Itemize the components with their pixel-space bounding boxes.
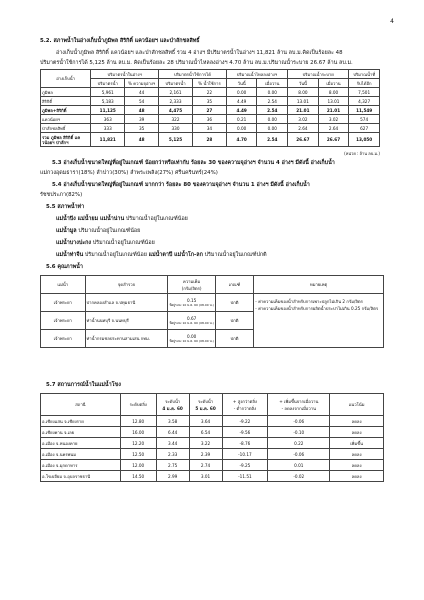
mekong-row bbox=[41, 449, 384, 460]
reservoir-cell: 39 bbox=[125, 115, 159, 124]
wq-sub: ที่อยู่ระยะ 10 ม.ค. 60 (08.00 น.) bbox=[169, 320, 214, 325]
reservoir-cell: 35 bbox=[192, 97, 226, 106]
reservoir-row bbox=[41, 124, 380, 133]
reservoir-cell: 333 bbox=[91, 124, 125, 133]
wq-header: จุดสำรวจ bbox=[85, 276, 168, 294]
mekong-cell: 2.75 bbox=[156, 460, 189, 471]
mekong-cell: -0.06 bbox=[268, 449, 330, 460]
section-5-3-line1: 5.3 อ่างเก็บน้ำขนาดใหญ่ที่อยู่ในเกณฑ์ น้อยกว่าหรือเท่ากับ ร้อยละ 30 ของความจุอ่างฯ จำนวน 4 อ่างฯ มีดังนี้ อ่างเก็บน้ำ bbox=[52, 160, 335, 166]
wq-salinity: 0.15 bbox=[186, 297, 197, 303]
mekong-cell: -9.56 bbox=[222, 427, 268, 438]
reservoir-row bbox=[41, 115, 380, 124]
mekong-row bbox=[41, 460, 384, 471]
wq-point: ปากคลองสำแล จ.ปทุมธานี bbox=[85, 294, 168, 312]
reservoir-cell: 48 bbox=[125, 106, 159, 115]
river-status: ปริมาณน้ำอยู่ในเกณฑ์น้อย bbox=[91, 240, 155, 246]
wq-river: เจ้าพระยา bbox=[41, 312, 86, 330]
reservoir-cell: 4.49 bbox=[226, 97, 257, 106]
reservoir-name: รวม ภูมิพล สิริกิติ์ แควน้อยฯ ป่าสักฯ bbox=[41, 133, 91, 147]
water-quality-table bbox=[40, 275, 384, 348]
reservoir-cell: 21.01 bbox=[288, 106, 319, 115]
reservoir-col-header: อ่างเก็บน้ำ bbox=[41, 70, 91, 88]
mekong-cell: -0.06 bbox=[268, 416, 330, 427]
reservoir-name: ภูมิพล bbox=[41, 88, 91, 97]
reservoir-cell: 44 bbox=[125, 88, 159, 97]
mekong-cell: 2.33 bbox=[156, 449, 189, 460]
mekong-cell: 3.01 bbox=[189, 471, 222, 482]
reservoir-cell: 22 bbox=[192, 88, 226, 97]
mk-header-line: ระดับน้ำ bbox=[165, 398, 181, 404]
mekong-cell: ลดลง bbox=[330, 460, 384, 471]
reservoir-row bbox=[41, 133, 380, 147]
mekong-cell: 6.54 bbox=[189, 427, 222, 438]
mekong-cell: 12.80 bbox=[120, 416, 156, 427]
reservoir-cell: 26.67 bbox=[318, 133, 349, 147]
mekong-cell: 2.99 bbox=[156, 471, 189, 482]
wq-header: แม่น้ำ bbox=[41, 276, 86, 294]
reservoir-cell: 2.54 bbox=[257, 106, 288, 115]
reservoir-group-header: ปริมาตรน้ำในอ่างฯ bbox=[91, 70, 159, 79]
page-number: 4 bbox=[390, 18, 394, 25]
reservoir-cell: 54 bbox=[125, 97, 159, 106]
reservoir-cell: 574 bbox=[349, 115, 380, 124]
wq-notes bbox=[254, 294, 384, 348]
mekong-cell: 3.58 bbox=[156, 416, 189, 427]
mekong-station: อ.เชียงคาน จ.เลย bbox=[41, 427, 121, 438]
reservoir-cell: 36 bbox=[192, 115, 226, 124]
reservoir-cell: 2.64 bbox=[288, 124, 319, 133]
wq-criteria: ปกติ bbox=[215, 294, 253, 312]
reservoir-row bbox=[41, 106, 380, 115]
section-5-2-para-line1: อ่างเก็บน้ำภูมิพล สิริกิติ์ แควน้อยฯ และป่าสักชลสิทธิ์ รวม 4 อ่างฯ มีปริมาตรน้ำในอ่างฯ 11,821 ล้าน ลบ.ม.คิดเป็นร้อยละ 48 bbox=[56, 50, 343, 56]
reservoir-cell: 2.64 bbox=[318, 124, 349, 133]
mk-header-line: + สูงกว่าตลิ่ง bbox=[232, 398, 257, 404]
reservoir-cell: 34 bbox=[192, 124, 226, 133]
mekong-row bbox=[41, 416, 384, 427]
mekong-row bbox=[41, 471, 384, 482]
reservoir-sub-header: % ความจุอ่างฯ bbox=[125, 79, 159, 88]
river-status: ปริมาณน้ำอยู่ในเกณฑ์น้อย bbox=[83, 252, 149, 258]
mekong-cell: -9.25 bbox=[222, 460, 268, 471]
wq-note: - ค่าความเค็มของน้ำสำหรับการเพาะปลูกไม่เกิน 2 กรัม/ลิตร bbox=[255, 299, 363, 304]
reservoir-cell: 4.49 bbox=[226, 106, 257, 115]
mk-header bbox=[268, 394, 330, 416]
wq-sub: ที่อยู่ระยะ 10 ม.ค. 60 (08.00 น.) bbox=[169, 302, 214, 307]
reservoir-cell: 5,961 bbox=[91, 88, 125, 97]
reservoir-name: แควน้อยฯ bbox=[41, 115, 91, 124]
wq-header bbox=[168, 276, 215, 294]
reservoir-cell: 0.21 bbox=[226, 115, 257, 124]
section-5-5-heading: 5.5 สภาพน้ำท่า bbox=[46, 204, 85, 210]
reservoir-sub-header: เมื่อวาน bbox=[257, 79, 288, 88]
reservoir-cell: 322 bbox=[159, 115, 193, 124]
mekong-station: อ.เมือง จ.หนองคาย bbox=[41, 438, 121, 449]
mekong-cell: 0.22 bbox=[268, 438, 330, 449]
wq-salinity: 0.67 bbox=[186, 315, 197, 321]
reservoir-sub-header: วันนี้ bbox=[226, 79, 257, 88]
reservoir-cell: 0.00 bbox=[257, 124, 288, 133]
mekong-cell: ลดลง bbox=[330, 449, 384, 460]
mk-header-line: - ต่ำกว่าตลิ่ง bbox=[233, 405, 257, 411]
reservoir-cell: 0.00 bbox=[257, 115, 288, 124]
mk-header: แนวโน้ม bbox=[330, 394, 384, 416]
reservoir-group-header: ปริมาตรน้ำใช้การได้ bbox=[159, 70, 227, 79]
reservoir-cell: 21.01 bbox=[318, 106, 349, 115]
river-status-line-1 bbox=[56, 216, 188, 223]
reservoir-name: ภูมิพล+สิริกิติ์ bbox=[41, 106, 91, 115]
reservoir-cell: 8.00 bbox=[318, 88, 349, 97]
reservoir-cell: 3.02 bbox=[318, 115, 349, 124]
wq-header-unit: (กรัม/ลิตร) bbox=[181, 285, 202, 291]
mekong-cell: 12.20 bbox=[120, 438, 156, 449]
reservoir-table bbox=[40, 69, 380, 147]
mekong-cell: -0.10 bbox=[268, 427, 330, 438]
reservoir-cell: 0.00 bbox=[226, 88, 257, 97]
wq-header: หมายเหตุ bbox=[254, 276, 384, 294]
wq-header: เกณฑ์ bbox=[215, 276, 253, 294]
reservoir-sub-header: ปริมาตรน้ำ bbox=[91, 79, 125, 88]
mekong-station: อ.เชียงแสน จ.เชียงราย bbox=[41, 416, 121, 427]
mekong-cell: 16.00 bbox=[120, 427, 156, 438]
mk-header-line: ระดับน้ำ bbox=[197, 398, 214, 404]
wq-value bbox=[168, 294, 215, 312]
river-names: แม่น้ำตาปี แม่น้ำโก-ลก bbox=[148, 252, 203, 258]
mekong-cell: 3.22 bbox=[189, 438, 222, 449]
mk-header bbox=[222, 394, 268, 416]
mekong-cell: 12.00 bbox=[120, 460, 156, 471]
reservoir-cell: 4.70 bbox=[226, 133, 257, 147]
reservoir-cell: 13.01 bbox=[288, 97, 319, 106]
wq-value bbox=[168, 330, 215, 348]
mekong-cell: ลดลง bbox=[330, 416, 384, 427]
river-status: ปริมาณน้ำอยู่ในเกณฑ์น้อย bbox=[76, 228, 141, 234]
wq-river: เจ้าพระยา bbox=[41, 294, 86, 312]
reservoir-cell: 3.02 bbox=[288, 115, 319, 124]
section-5-4-line2: รัชชประภา(82%) bbox=[40, 192, 83, 198]
mekong-cell: 12.50 bbox=[120, 449, 156, 460]
mekong-station: อ.เมือง จ.มุกดาหาร bbox=[41, 460, 121, 471]
reservoir-cell: 48 bbox=[125, 133, 159, 147]
reservoir-row bbox=[41, 88, 380, 97]
section-5-3-line2: แม่กวงอุดมธารา(18%) ลำปาว(30%) ลำพระเพลิง(27%) ศรีนครินทร์(24%) bbox=[40, 170, 218, 176]
reservoir-cell: 8.00 bbox=[288, 88, 319, 97]
reservoir-cell: 2,333 bbox=[159, 97, 193, 106]
reservoir-cell: 35 bbox=[125, 124, 159, 133]
reservoir-cell: 11,549 bbox=[349, 106, 380, 115]
mk-header-date: 5 ม.ค. 60 bbox=[195, 405, 216, 411]
section-5-7-heading: 5.7 สถานการณ์น้ำในแม่น้ำโขง bbox=[46, 382, 121, 388]
section-5-2-heading: 5.2. สภาพน้ำในอ่างเก็บน้ำภูมิพล สิริกิติ์ แควน้อยฯ และป่าสักชลสิทธิ์ bbox=[40, 38, 200, 44]
river-status-line-4 bbox=[56, 252, 267, 259]
section-5-6-heading: 5.6 คุณภาพน้ำ bbox=[46, 264, 83, 270]
reservoir-sub-header: เมื่อวาน bbox=[318, 79, 349, 88]
wq-value bbox=[168, 312, 215, 330]
mekong-row bbox=[41, 427, 384, 438]
reservoir-cell: 27 bbox=[192, 106, 226, 115]
mk-header-line: - ลดลงจากเมื่อวาน bbox=[281, 405, 316, 411]
wq-point: ท่าน้ำนนทบุรี จ.นนทบุรี bbox=[85, 312, 168, 330]
reservoir-cell: 2.54 bbox=[257, 133, 288, 147]
river-status-line-3 bbox=[56, 240, 155, 247]
reservoir-name: สิริกิติ์ bbox=[41, 97, 91, 106]
reservoir-cell: 330 bbox=[159, 124, 193, 133]
reservoir-cell: 5,125 bbox=[159, 133, 193, 147]
mekong-cell: -8.76 bbox=[222, 438, 268, 449]
reservoir-cell: 13,050 bbox=[349, 133, 380, 147]
section-5-2-para-line2: ปริมาตรน้ำใช้การได้ 5,125 ล้าน ลบ.ม. คิดเป็นร้อยละ 28 ปริมาณน้ำไหลลงอ่างฯ 4.70 ล้าน ลบ.ม.ปริมาณน้ำระบาย 26.67 ล้าน ลบ.ม. bbox=[40, 60, 353, 66]
river-status: ปริมาณน้ำอยู่ในเกณฑ์ปกติ bbox=[202, 252, 267, 258]
river-names: แม่น้ำท่าจีน bbox=[56, 252, 84, 258]
river-status-line-2 bbox=[56, 228, 140, 235]
wq-river: เจ้าพระยา bbox=[41, 330, 86, 348]
reservoir-cell: 2.54 bbox=[257, 97, 288, 106]
river-names: แม่น้ำบางปะกง bbox=[56, 240, 92, 246]
mekong-cell: -9.22 bbox=[222, 416, 268, 427]
mekong-cell: 3.44 bbox=[156, 438, 189, 449]
mekong-station: อ.โขงเจียม จ.อุบลราชธานี bbox=[41, 471, 121, 482]
mk-header-line: + เพิ่มขึ้นจากเมื่อวาน bbox=[279, 398, 319, 404]
wq-header-salinity: ความเค็ม bbox=[182, 278, 201, 284]
reservoir-cell: 28 bbox=[192, 133, 226, 147]
reservoir-group-header: ปริมาณน้ำระบาย bbox=[288, 70, 349, 79]
mekong-cell: 14.50 bbox=[120, 471, 156, 482]
wq-sub: ที่อยู่ระยะ 10 ม.ค. 60 (08.00 น.) bbox=[169, 338, 214, 343]
reservoir-cell: 2,161 bbox=[159, 88, 193, 97]
unit-note: (หน่วย : ล้าน ลบ.ม.) bbox=[344, 151, 380, 156]
mekong-row bbox=[41, 438, 384, 449]
mk-header bbox=[156, 394, 189, 416]
reservoir-row bbox=[41, 97, 380, 106]
mekong-cell: -11.51 bbox=[222, 471, 268, 482]
reservoir-sub-header: % น้ำใช้การ bbox=[192, 79, 226, 88]
reservoir-group-header: ปริมาณน้ำไหลลงอ่างฯ bbox=[226, 70, 287, 79]
reservoir-sub-header: ปริมาตรน้ำ bbox=[159, 79, 193, 88]
river-names: แม่น้ำปิง แม่น้ำยม แม่น้ำน่าน bbox=[56, 216, 125, 222]
reservoir-cell: 13.01 bbox=[318, 97, 349, 106]
section-5-4-line1: 5.4 อ่างเก็บน้ำขนาดใหญ่ที่อยู่ในเกณฑ์ มากกว่า ร้อยละ 80 ของความจุอ่างฯ จำนวน 1 อ่างฯ มีดังนี้ อ่างเก็บน้ำ bbox=[52, 182, 310, 188]
reservoir-cell: 627 bbox=[349, 124, 380, 133]
reservoir-name: ป่าสักชลสิทธิ์ bbox=[41, 124, 91, 133]
reservoir-cell: 4,327 bbox=[349, 97, 380, 106]
reservoir-cell: 26.67 bbox=[288, 133, 319, 147]
mekong-cell: ลดลง bbox=[330, 427, 384, 438]
mekong-cell: -10.17 bbox=[222, 449, 268, 460]
mekong-table bbox=[40, 393, 384, 482]
mk-header bbox=[189, 394, 222, 416]
mekong-cell: 6.44 bbox=[156, 427, 189, 438]
mekong-cell: 3.64 bbox=[189, 416, 222, 427]
wq-criteria: ปกติ bbox=[215, 312, 253, 330]
wq-salinity: 0.00 bbox=[186, 333, 197, 339]
mekong-cell: ลดลง bbox=[330, 471, 384, 482]
mk-header-date: 4 ม.ค. 60 bbox=[162, 405, 183, 411]
wq-criteria: ปกติ bbox=[215, 330, 253, 348]
mekong-cell: เพิ่มขึ้น bbox=[330, 438, 384, 449]
reservoir-cell: 11,821 bbox=[91, 133, 125, 147]
river-status: ปริมาณน้ำอยู่ในเกณฑ์น้อย bbox=[124, 216, 188, 222]
reservoir-cell: 4,475 bbox=[159, 106, 193, 115]
mekong-cell: 2.39 bbox=[189, 449, 222, 460]
mekong-station: อ.เมือง จ.นครพนม bbox=[41, 449, 121, 460]
reservoir-cell: 363 bbox=[91, 115, 125, 124]
reservoir-cell: 0.00 bbox=[226, 124, 257, 133]
river-names: แม่น้ำมูล bbox=[56, 228, 77, 234]
reservoir-cell: 0.00 bbox=[257, 88, 288, 97]
reservoir-group-header: ปริมาณน้ำที่ bbox=[349, 70, 380, 79]
mekong-cell: 0.01 bbox=[268, 460, 330, 471]
wq-note: - ค่าความเค็มของน้ำสำหรับการผลิตน้ำประปาไม่เกิน 0.25 กรัม/ลิตร bbox=[255, 306, 379, 311]
reservoir-cell: 11,125 bbox=[91, 106, 125, 115]
mk-header: สถานี bbox=[41, 394, 121, 416]
mk-header: ระดับตลิ่ง bbox=[120, 394, 156, 416]
reservoir-cell: 5,183 bbox=[91, 97, 125, 106]
wq-point: ท่าน้ำกรมชลประทานสามเสน กทม. bbox=[85, 330, 168, 348]
mekong-cell: -0.02 bbox=[268, 471, 330, 482]
reservoir-cell: 7,501 bbox=[349, 88, 380, 97]
reservoir-sub-header: รับได้อีก bbox=[349, 79, 380, 88]
reservoir-sub-header: วันนี้ bbox=[288, 79, 319, 88]
mekong-cell: 2.74 bbox=[189, 460, 222, 471]
